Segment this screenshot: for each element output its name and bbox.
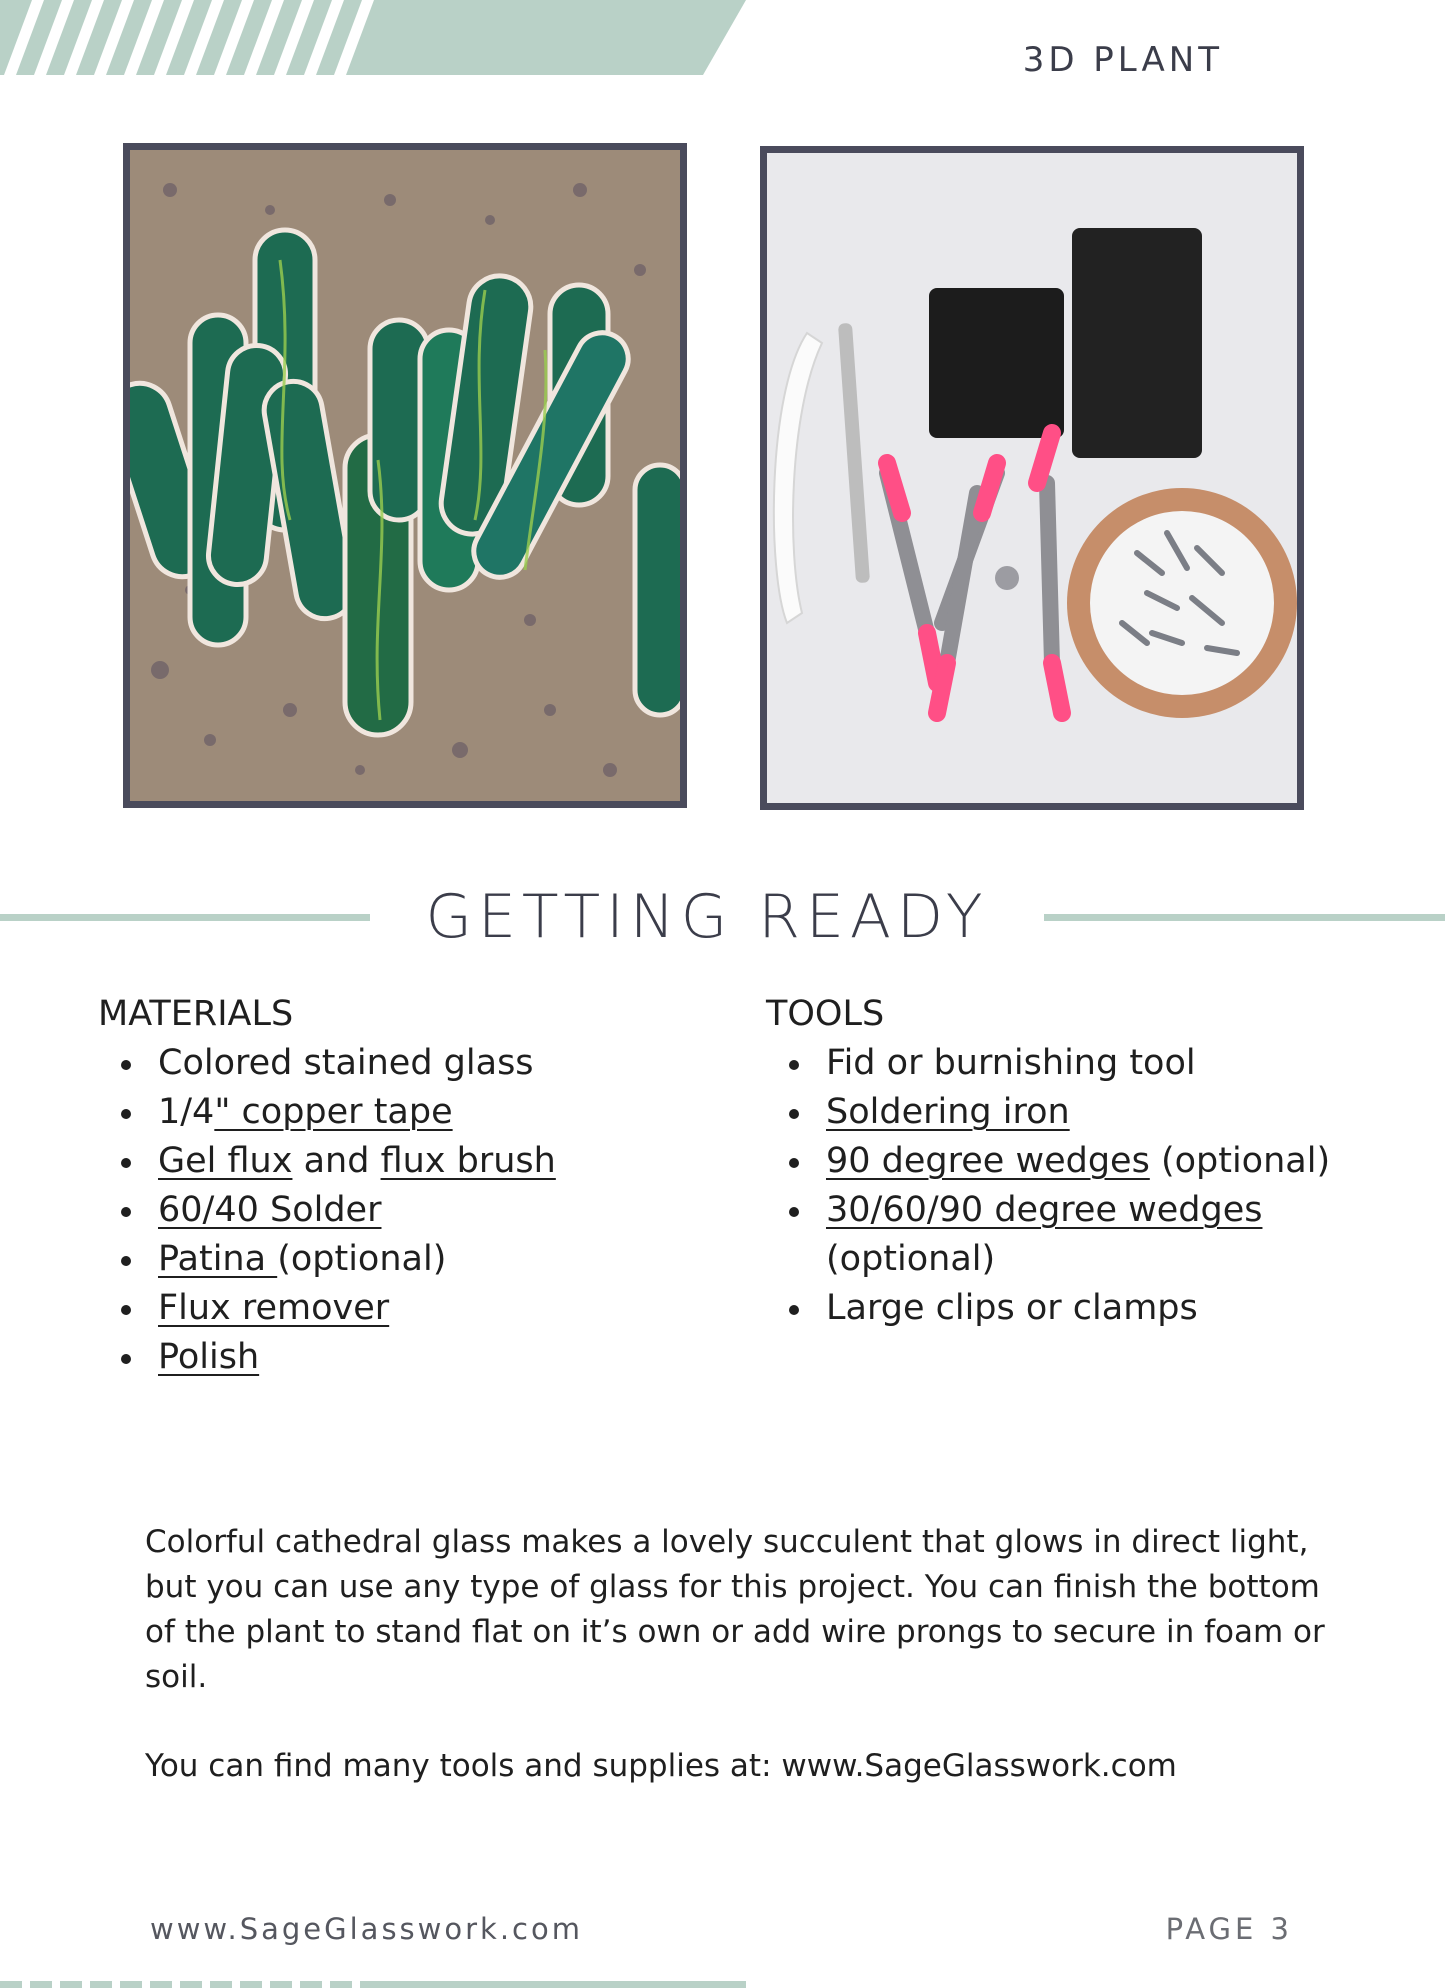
materials-list <box>98 990 698 1382</box>
material-item: 1/4" copper tape <box>98 1088 698 1137</box>
material-item: Patina (optional) <box>98 1235 698 1284</box>
wedges-90-link[interactable]: 90 degree wedges <box>826 1141 1150 1181</box>
tools-photo <box>760 146 1304 810</box>
wedges-30-60-90-link[interactable]: 30/60/90 degree wedges <box>826 1190 1263 1230</box>
material-item: Colored stained glass <box>98 1039 698 1088</box>
gel-flux-link[interactable]: Gel flux <box>158 1141 293 1181</box>
material-item <box>98 1186 698 1235</box>
supplies-paragraph: You can find many tools and supplies at: www.SageGlasswork.com <box>145 1748 1177 1784</box>
footer-website: www.SageGlasswork.com <box>150 1912 583 1946</box>
section-title: GETTING READY <box>425 882 989 952</box>
tool-item: 90 degree wedges (optional) <box>766 1137 1366 1186</box>
flux-brush-link[interactable]: flux brush <box>380 1141 556 1181</box>
copper-tape-link[interactable]: " copper tape <box>214 1092 453 1132</box>
materials-heading: MATERIALS <box>98 994 294 1034</box>
material-item: Gel flux and flux brush <box>98 1137 698 1186</box>
patina-link[interactable]: Patina <box>158 1239 278 1279</box>
polish-link[interactable]: Polish <box>158 1337 260 1377</box>
section-rule-left <box>0 914 370 921</box>
tool-item: 30/60/90 degree wedges (optional) <box>766 1186 1366 1284</box>
top-banner <box>0 0 746 75</box>
bottom-dash-decoration <box>0 1981 746 1988</box>
tools-heading: TOOLS <box>766 994 885 1034</box>
page-number: PAGE 3 <box>1165 1912 1293 1946</box>
soldering-iron-link[interactable]: Soldering iron <box>826 1092 1070 1132</box>
tool-item: Fid or burnishing tool <box>766 1039 1366 1088</box>
tool-item <box>766 1088 1366 1137</box>
intro-paragraph: Colorful cathedral glass makes a lovely succulent that glows in direct light, but you can use any type of glass for this project. You can finish the bottom of the plant to stand flat on it’s own or add wire prongs to secure in foam or soil. <box>145 1524 1325 1695</box>
material-item <box>98 1284 698 1333</box>
section-rule-right <box>1044 914 1445 921</box>
tool-item: Large clips or clamps <box>766 1284 1366 1333</box>
flux-remover-link[interactable]: Flux remover <box>158 1288 390 1328</box>
tools-list <box>766 990 1366 1333</box>
document-title: 3D PLANT <box>1022 40 1223 80</box>
material-item <box>98 1333 698 1382</box>
glass-leaves-photo <box>123 143 687 808</box>
solder-link[interactable]: 60/40 Solder <box>158 1190 382 1230</box>
